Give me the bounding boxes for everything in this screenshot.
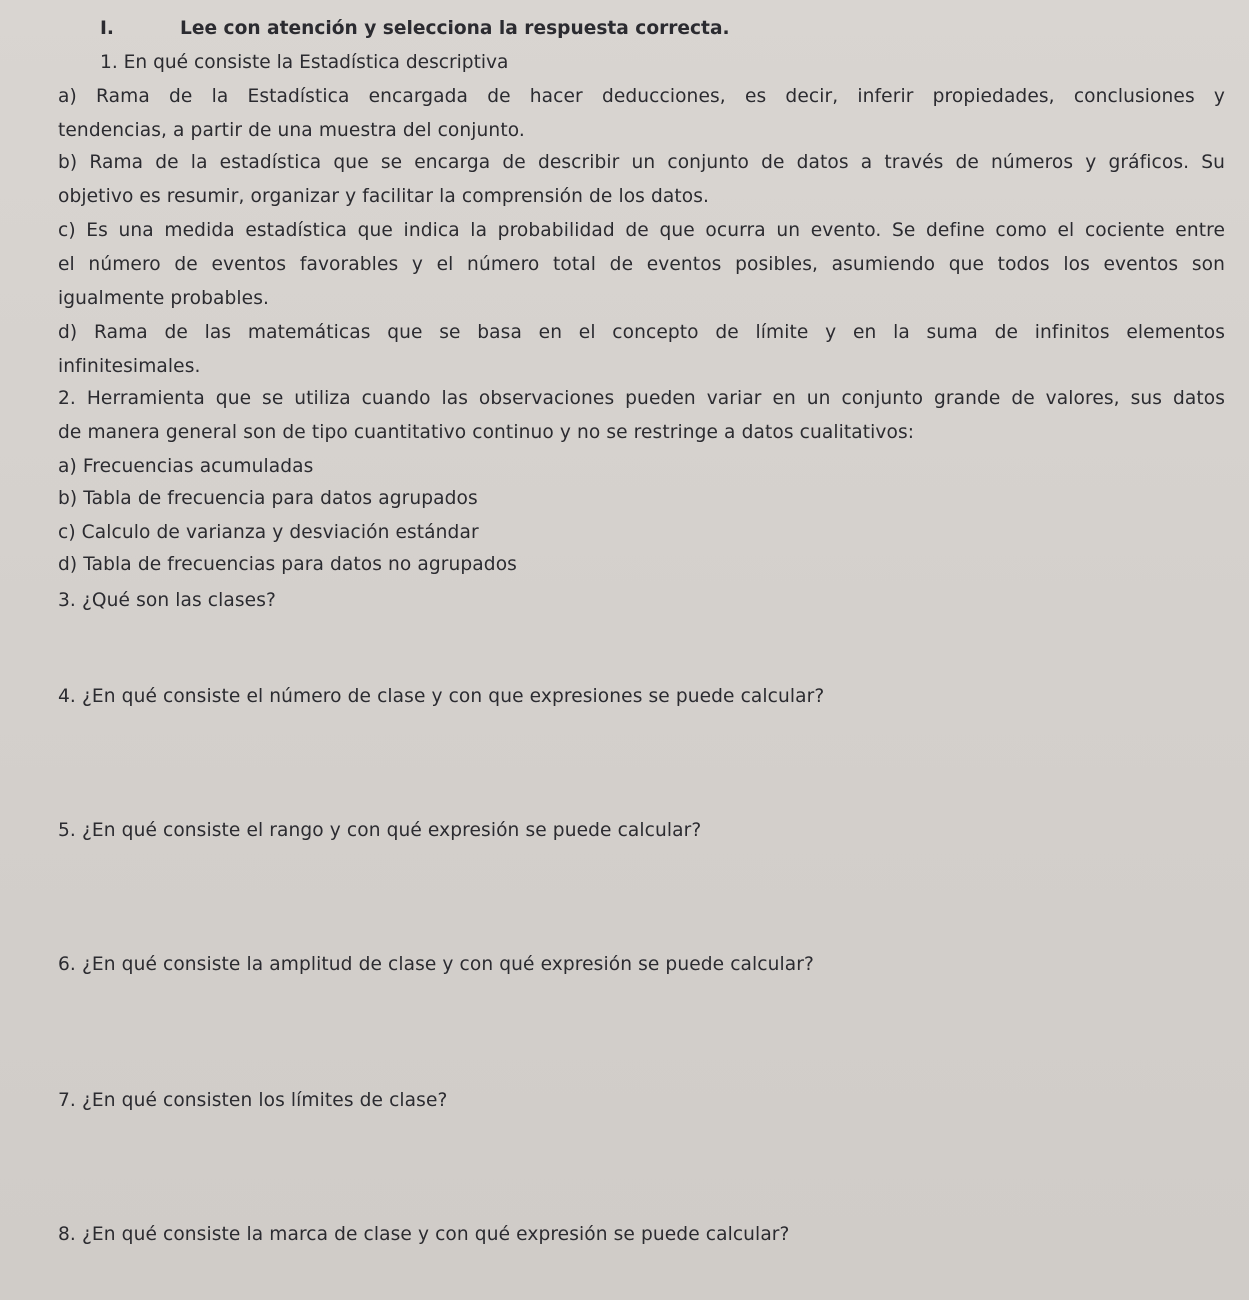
- q1-option-a-line1: a) Rama de la Estadística encargada de hacer deducciones, es decir, inferir propiedades, conclusiones y: [58, 86, 1225, 107]
- q1-option-a-line2: tendencias, a partir de una muestra del conjunto.: [58, 120, 525, 141]
- q2-option-a: a) Frecuencias acumuladas: [58, 456, 314, 477]
- question-5: 5. ¿En qué consiste el rango y con qué expresión se puede calcular?: [58, 820, 702, 841]
- q2-option-d: d) Tabla de frecuencias para datos no agrupados: [58, 554, 517, 575]
- q1-option-b-line1: b) Rama de la estadística que se encarga de describir un conjunto de datos a través de números y gráficos. Su: [58, 152, 1225, 173]
- section-number: I.: [100, 18, 114, 39]
- q1-option-c-line1: c) Es una medida estadística que indica la probabilidad de que ocurra un evento. Se define como el cociente entre: [58, 220, 1225, 241]
- section-instruction: Lee con atención y selecciona la respuesta correcta.: [180, 18, 730, 39]
- question-7: 7. ¿En qué consisten los límites de clase?: [58, 1090, 448, 1111]
- question-1-title: 1. En qué consiste la Estadística descriptiva: [100, 52, 509, 73]
- q2-option-b: b) Tabla de frecuencia para datos agrupados: [58, 488, 478, 509]
- question-3: 3. ¿Qué son las clases?: [58, 590, 276, 611]
- q1-option-c-line2: el número de eventos favorables y el número total de eventos posibles, asumiendo que todos los eventos son: [58, 254, 1225, 275]
- question-8: 8. ¿En qué consiste la marca de clase y con qué expresión se puede calcular?: [58, 1224, 790, 1245]
- q1-option-c-line3: igualmente probables.: [58, 288, 270, 309]
- q1-option-b-line2: objetivo es resumir, organizar y facilitar la comprensión de los datos.: [58, 186, 710, 207]
- question-2-line2: de manera general son de tipo cuantitativo continuo y no se restringe a datos cualitativos:: [58, 422, 915, 443]
- q1-option-d-line2: infinitesimales.: [58, 356, 201, 377]
- question-2-line1: 2. Herramienta que se utiliza cuando las observaciones pueden variar en un conjunto grande de valores, sus datos: [58, 388, 1225, 409]
- q1-option-d-line1: d) Rama de las matemáticas que se basa en el concepto de límite y en la suma de infinitos elementos: [58, 322, 1225, 343]
- question-4: 4. ¿En qué consiste el número de clase y con que expresiones se puede calcular?: [58, 686, 825, 707]
- question-6: 6. ¿En qué consiste la amplitud de clase y con qué expresión se puede calcular?: [58, 954, 814, 975]
- q2-option-c: c) Calculo de varianza y desviación estándar: [58, 522, 479, 543]
